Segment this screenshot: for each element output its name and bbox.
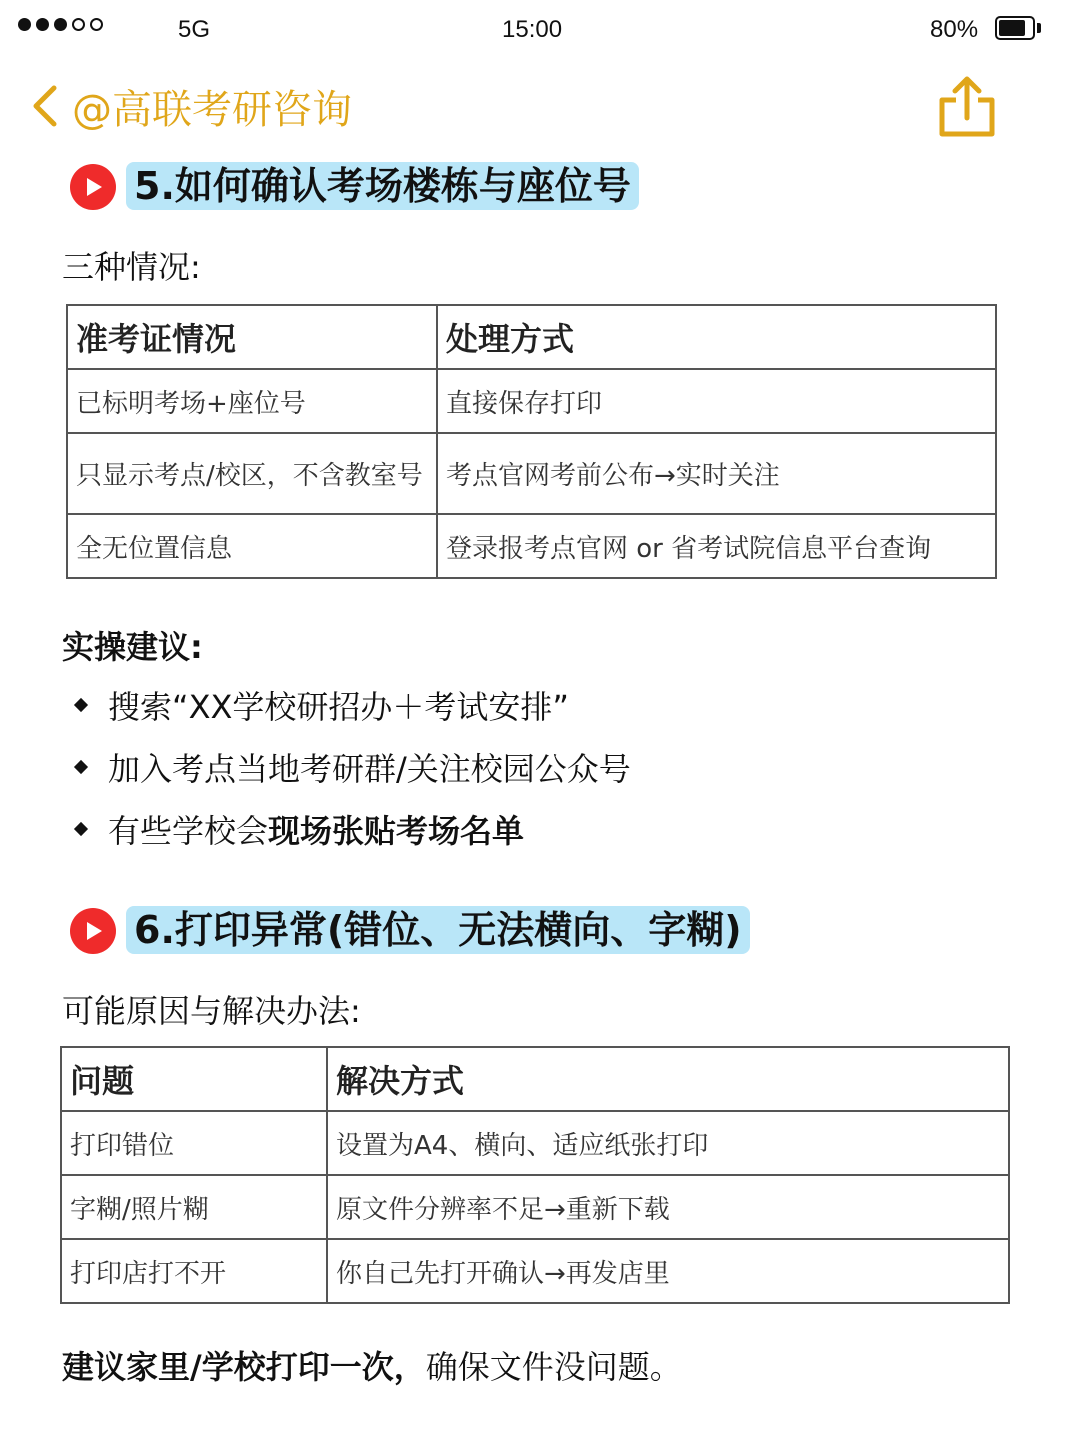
share-icon[interactable] bbox=[938, 74, 996, 138]
section-6-title: 6.打印异常(错位、无法横向、字糊) bbox=[126, 906, 750, 954]
battery-percent: 80% bbox=[930, 16, 979, 43]
play-icon bbox=[70, 908, 116, 954]
signal-strength-icon bbox=[18, 18, 103, 31]
signal-dot bbox=[54, 18, 67, 31]
table-row bbox=[61, 1175, 1009, 1239]
table-header-row bbox=[67, 305, 996, 369]
table-row bbox=[61, 1239, 1009, 1303]
section-5-title: 5.如何确认考场楼栋与座位号 bbox=[126, 162, 639, 210]
conclusion-text bbox=[62, 1342, 682, 1388]
table-header-cell: 处理方式 bbox=[437, 305, 996, 369]
list-item bbox=[70, 744, 631, 790]
table-header-cell: 解决方式 bbox=[327, 1047, 1009, 1111]
table-cell: 已标明考场+座位号 bbox=[67, 369, 437, 433]
admission-ticket-table bbox=[66, 304, 997, 579]
table-cell: 你自己先打开确认→再发店里 bbox=[327, 1239, 1009, 1303]
signal-dot bbox=[18, 18, 31, 31]
signal-dot bbox=[36, 18, 49, 31]
battery-level bbox=[999, 20, 1025, 36]
battery-tip bbox=[1037, 23, 1041, 33]
conclusion-rest: 确保文件没问题。 bbox=[425, 1348, 682, 1386]
table-cell: 考点官网考前公布→实时关注 bbox=[437, 433, 996, 514]
signal-dot bbox=[72, 18, 85, 31]
conclusion-emphasis: 建议家里/学校打印一次， bbox=[62, 1348, 426, 1386]
table-cell: 设置为A4、横向、适应纸张打印 bbox=[327, 1111, 1009, 1175]
table-cell: 打印错位 bbox=[61, 1111, 327, 1175]
table-cell: 原文件分辨率不足→重新下载 bbox=[327, 1175, 1009, 1239]
table-cell: 打印店打不开 bbox=[61, 1239, 327, 1303]
bullet-diamond-icon bbox=[74, 822, 88, 836]
section-5-intro: 三种情况: bbox=[62, 248, 201, 286]
account-name[interactable]: @高联考研咨询 bbox=[72, 87, 352, 133]
list-item bbox=[70, 682, 569, 728]
bullet-diamond-icon bbox=[74, 760, 88, 774]
table-cell: 登录报考点官网 or 省考试院信息平台查询 bbox=[437, 514, 996, 578]
battery-icon bbox=[995, 16, 1035, 40]
bullet-diamond-icon bbox=[74, 698, 88, 712]
section-6-intro: 可能原因与解决办法: bbox=[62, 992, 361, 1030]
list-item-text: 有些学校会 bbox=[108, 812, 269, 850]
network-type: 5G bbox=[178, 16, 211, 43]
list-item-text: 加入考点当地考研群/关注校园公众号 bbox=[108, 750, 631, 788]
table-cell: 全无位置信息 bbox=[67, 514, 437, 578]
back-chevron-icon[interactable] bbox=[28, 84, 68, 128]
list-item-text: 搜索“XX学校研招办＋考试安排” bbox=[108, 688, 570, 726]
print-issue-table bbox=[60, 1046, 1010, 1304]
table-row bbox=[61, 1111, 1009, 1175]
list-item bbox=[70, 806, 524, 852]
advice-heading: 实操建议: bbox=[62, 628, 203, 666]
table-cell: 字糊/照片糊 bbox=[61, 1175, 327, 1239]
list-item-emphasis: 现场张贴考场名单 bbox=[268, 812, 525, 850]
table-row bbox=[67, 514, 996, 578]
table-row bbox=[67, 433, 996, 514]
table-header-cell: 准考证情况 bbox=[67, 305, 437, 369]
table-header-row bbox=[61, 1047, 1009, 1111]
signal-dot bbox=[90, 18, 103, 31]
play-icon bbox=[70, 164, 116, 210]
clock: 15:00 bbox=[502, 16, 563, 43]
table-cell: 直接保存打印 bbox=[437, 369, 996, 433]
table-cell: 只显示考点/校区，不含教室号 bbox=[67, 433, 437, 514]
table-header-cell: 问题 bbox=[61, 1047, 327, 1111]
table-row bbox=[67, 369, 996, 433]
